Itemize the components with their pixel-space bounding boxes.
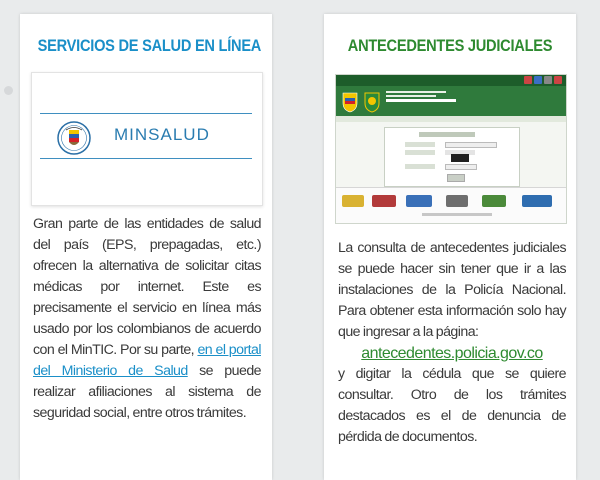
partner-logo <box>342 195 364 207</box>
minsalud-wordmark: MINSALUD <box>114 125 210 144</box>
health-description <box>33 214 261 424</box>
partner-logo <box>446 195 468 207</box>
policia-consult-form <box>384 127 520 187</box>
partner-logo <box>406 195 432 207</box>
submit-button-image <box>447 174 465 182</box>
paragraph-text: y digitar la cédula que se quiere consultar. Otro de los trámites destacados es el de denuncia de pérdida de documentos. <box>338 366 566 445</box>
browser-bar <box>336 75 566 86</box>
policia-website-screenshot <box>335 74 567 224</box>
logo-divider <box>40 158 252 159</box>
partner-logo <box>482 195 506 207</box>
paragraph-text: Gran parte de las entidades de salud del país (EPS, prepagadas, etc.) ofrecen la alternativa de solicitar citas médicas por internet. Este es precisamente el servicio en línea más usado por los colombianos de acuerdo con el MinTIC. Por su parte, <box>33 216 261 358</box>
logo-divider <box>40 113 252 114</box>
minsalud-logo-image <box>31 72 263 206</box>
decorative-dot <box>4 86 13 95</box>
card-title: SERVICIOS DE SALUD EN LÍNEA <box>37 36 262 55</box>
judicial-records-card <box>324 14 576 480</box>
ministerio-salud-link[interactable]: en el portal del Ministerio de Salud <box>33 342 261 379</box>
paragraph-text: La consulta de antecedentes judiciales se puede hacer sin tener que ir a las instalaciones de la Policía Nacional. Para obtener esta información solo hay que ingresar a la página: <box>338 240 566 340</box>
colombia-seal-icon <box>57 121 91 155</box>
copyright-text <box>422 213 492 216</box>
partner-logo <box>522 195 552 207</box>
policia-badge-icon <box>362 89 382 113</box>
health-services-card <box>20 14 272 480</box>
captcha-image <box>451 154 469 162</box>
card-title: ANTECEDENTES JUDICIALES <box>347 36 553 55</box>
policia-nav <box>336 116 566 122</box>
paragraph-text: se puede realizar afiliaciones al sistema de seguridad social, entre otros trámites. <box>33 363 261 421</box>
judicial-description <box>338 238 566 448</box>
partner-logo <box>372 195 396 207</box>
colombia-shield-icon <box>340 89 360 113</box>
policia-header-text <box>386 91 456 102</box>
policia-link[interactable]: antecedentes.policia.gov.co <box>361 345 543 362</box>
